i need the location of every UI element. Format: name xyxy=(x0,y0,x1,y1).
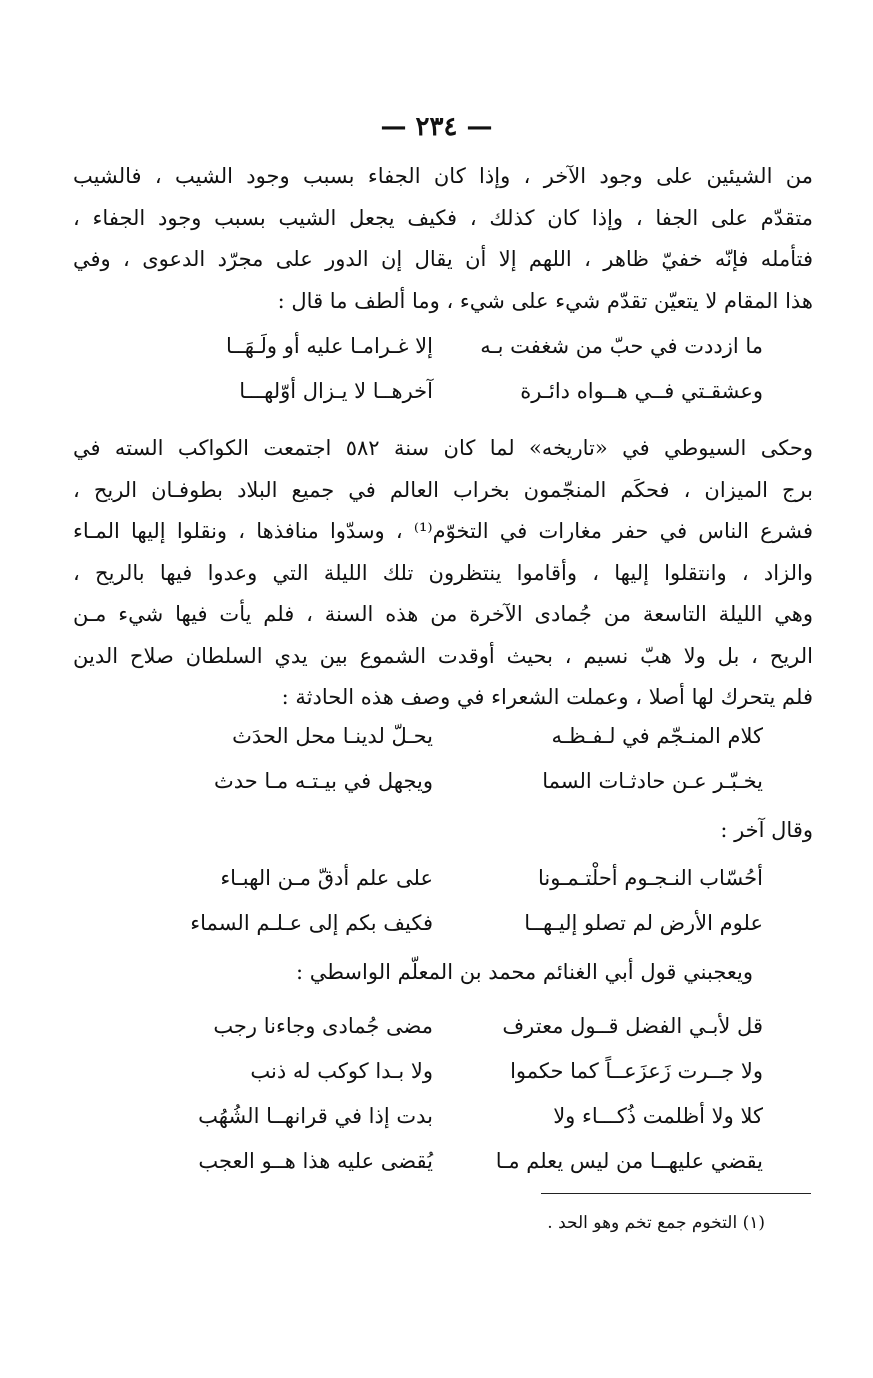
first-hemistich: ما ازددت في حبّ من شغفت بـه xyxy=(480,334,763,358)
verse-intro: ويعجبني قول أبي الغنائم محمد بن المعلّم الواسطي : xyxy=(295,960,753,984)
first-hemistich: يخـبّـر عـن حادثـات السما xyxy=(542,769,763,793)
verse-row xyxy=(103,901,763,946)
footnote-divider xyxy=(541,1193,811,1194)
verse-intro: وقال آخر : xyxy=(720,818,813,842)
text-line: هذا المقام لا يتعيّن تقدّم شيء على شيء ، وما ألطف ما قال : xyxy=(277,288,813,313)
poem-3 xyxy=(103,856,763,946)
text-line: الريح ، بل ولا هبّ نسيم ، بحيث أوقدت الشموع بين يدي السلطان صلاح الدين xyxy=(73,643,813,668)
first-hemistich: يقضي عليهــا من ليس يعلم مـا xyxy=(495,1149,763,1173)
poem-4 xyxy=(103,1004,763,1184)
verse-row xyxy=(103,369,763,414)
first-hemistich: أحُسّاب النـجـوم أحلْتـمـونا xyxy=(538,866,763,890)
text-line: وهي الليلة التاسعة من جُمادى الآخرة من هذه السنة ، فلم يأت فيها شيء مـن xyxy=(73,602,813,626)
paragraph-1 xyxy=(73,156,813,322)
verse-row xyxy=(103,1139,763,1184)
text-line: برج الميزان ، فحكَم المنجّمون بخراب العالم في جميع البلاد بطوفـان الريح ، xyxy=(73,477,813,502)
second-hemistich: إلا غـرامـا عليه أو ولَـهَــا xyxy=(226,334,433,358)
verse-row xyxy=(103,1004,763,1049)
page-number: — ٢٣٤ — xyxy=(380,112,493,142)
poem-1 xyxy=(103,324,763,414)
second-hemistich: ويجهل في بيـتـه مـا حدث xyxy=(213,769,433,793)
text-line: والزاد ، وانتقلوا إليها ، وأقاموا ينتظرون تلك الليلة التي وعدوا فيها بالريح ، xyxy=(73,560,813,585)
first-hemistich: كلا ولا أظلمت ذُكـــاء ولا xyxy=(553,1104,763,1128)
second-hemistich: مضى جُمادى وجاءنا رجب xyxy=(213,1014,433,1038)
poem-2 xyxy=(103,714,763,804)
text-line: فشرع الناس في حفر مغارات في التخوّم⁽¹⁾ ، وسدّوا منافذها ، ونقلوا إليها المـاء xyxy=(73,519,813,543)
text-line: وحكى السيوطي في «تاريخه» لما كان سنة ٥٨٢ اجتمعت الكواكب السته في xyxy=(73,436,813,460)
first-hemistich: علوم الأرض لم تصلو إليـهــا xyxy=(524,911,763,935)
text-line: متقدّم على الجفا ، وإذا كان كذلك ، فكيف يجعل الشيب بسبب وجود الجفاء ، xyxy=(73,205,813,230)
second-hemistich: على علم أدقّ مـن الهبـاء xyxy=(220,866,433,890)
text-line: فلم يتحرك لها أصلا ، وعملت الشعراء في وصف هذه الحادثة : xyxy=(281,685,813,709)
first-hemistich: كلام المنـجّم في لـفـظـه xyxy=(551,724,763,748)
text-line: من الشيئين على وجود الآخر ، وإذا كان الجفاء بسبب وجود الشيب ، فالشيب xyxy=(73,164,813,188)
verse-row xyxy=(103,1049,763,1094)
verse-row xyxy=(103,324,763,369)
verse-row xyxy=(103,1094,763,1139)
second-hemistich: ولا بـدا كوكب له ذنب xyxy=(250,1059,433,1083)
second-hemistich: آخرهــا لا يـزال أوّلهـــا xyxy=(239,379,433,403)
verse-row xyxy=(103,714,763,759)
second-hemistich: فكيف بكم إلى عـلـم السماء xyxy=(190,911,433,935)
second-hemistich: يحـلّ لدينـا محل الحدَث xyxy=(232,724,433,748)
text-line: فتأمله فإنّه خفيّ ظاهر ، اللهم إلا أن يقال إن الدور على مجرّد الدعوى ، وفي xyxy=(73,247,813,271)
second-hemistich: يُقضى عليه هذا هــو العجب xyxy=(198,1149,433,1173)
verse-row xyxy=(103,759,763,804)
second-hemistich: بدت إذا في قرانهــا الشُهُب xyxy=(198,1104,433,1128)
first-hemistich: ولا جــرت زَعزَعــاً كما حكموا xyxy=(510,1059,763,1083)
paragraph-2 xyxy=(73,428,813,719)
footnote: (١) التخوم جمع تخم وهو الحد . xyxy=(547,1213,765,1233)
verse-row xyxy=(103,856,763,901)
first-hemistich: قل لأبـي الفضل قــول معترف xyxy=(502,1014,763,1038)
first-hemistich: وعشقـتي فــي هــواه دائـرة xyxy=(520,379,763,403)
